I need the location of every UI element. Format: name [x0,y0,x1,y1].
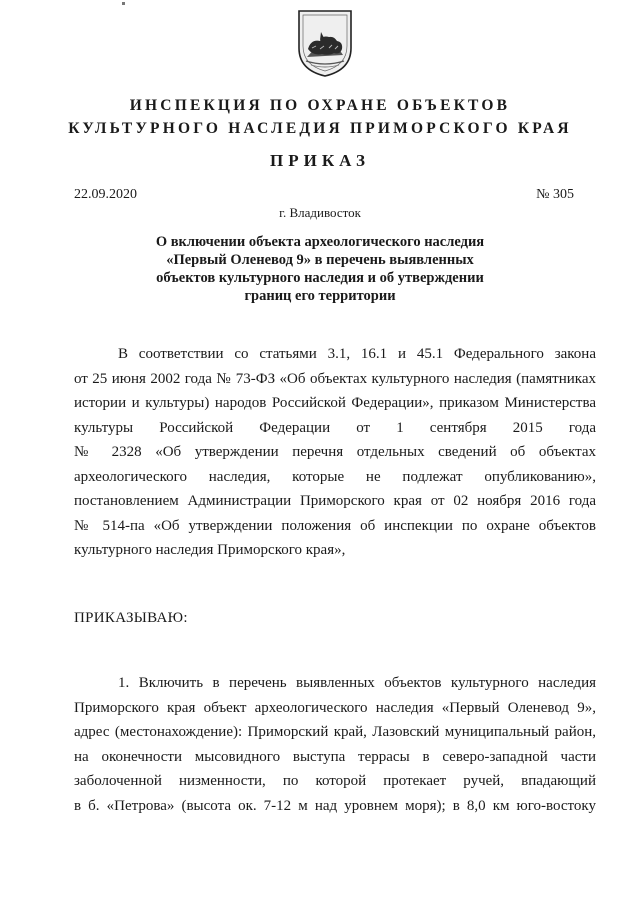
document-city: г. Владивосток [279,205,361,220]
body-text-line: постановлением Администрации Приморского края от 02 ноября 2016 года [74,493,596,509]
body-text-line: Приморского края объект археологического наследия «Первый Оленевод 9», [74,699,596,716]
subject-line: границ его территории [244,288,396,304]
body-text-line: истории и культуры) народов Российской Федерации», приказом Министерства [74,395,596,411]
body-text-line: В соответствии со статьями 3.1, 16.1 и 45.1 Федерального закона [118,346,596,362]
body-text-line: от 25 июня 2002 года № 73-ФЗ «Об объектах культурного наследия (памятниках [74,370,596,387]
order-declaration: ПРИКАЗЫВАЮ: [74,610,188,626]
body-text-line: 1. Включить в перечень выявленных объектов культурного наследия [118,675,596,691]
body-text-line: в б. «Петрова» (высота ок. 7-12 м над уровнем моря); в 8,0 км юго-востоку [74,797,596,814]
organization-name-line-2: КУЛЬТУРНОГО НАСЛЕДИЯ ПРИМОРСКОГО КРАЯ [68,120,572,137]
document-subject [0,233,640,305]
subject-line: «Первый Оленевод 9» в перечень выявленных [166,252,474,268]
body-text-line: археологического наследия, которые не подлежат опубликованию», [74,468,596,485]
document-number: № 305 [536,187,574,202]
body-text-line: культуры Российской Федерации от 1 сентября 2015 года [74,419,596,436]
body-text-line: адрес (местонахождение): Приморский край, Лазовский муниципальный район, [74,724,596,740]
body-text-line: № 2328 «Об утверждении перечня отдельных сведений об объектах [74,444,596,460]
subject-line: объектов культурного наследия и об утверждении [156,270,484,286]
document-type-title: ПРИКАЗ [270,151,370,170]
body-text-line: культурного наследия Приморского края», [74,542,346,558]
document-date: 22.09.2020 [74,187,137,202]
coat-of-arms-emblem [296,8,354,78]
body-text-line: № 514-па «Об утверждении положения об инспекции по охране объектов [74,517,596,534]
body-text-line: заболоченной низменности, по которой протекает ручей, впадающий [74,773,596,789]
subject-line: О включении объекта археологического наследия [155,234,485,250]
preamble-paragraph [74,342,596,563]
item-1-paragraph [74,671,596,818]
scan-speck [122,2,125,5]
body-text-line: на оконечности мысовидного выступа террасы в северо-западной части [74,748,596,765]
organization-name-line-1: ИНСПЕКЦИЯ ПО ОХРАНЕ ОБЪЕКТОВ [129,97,511,114]
